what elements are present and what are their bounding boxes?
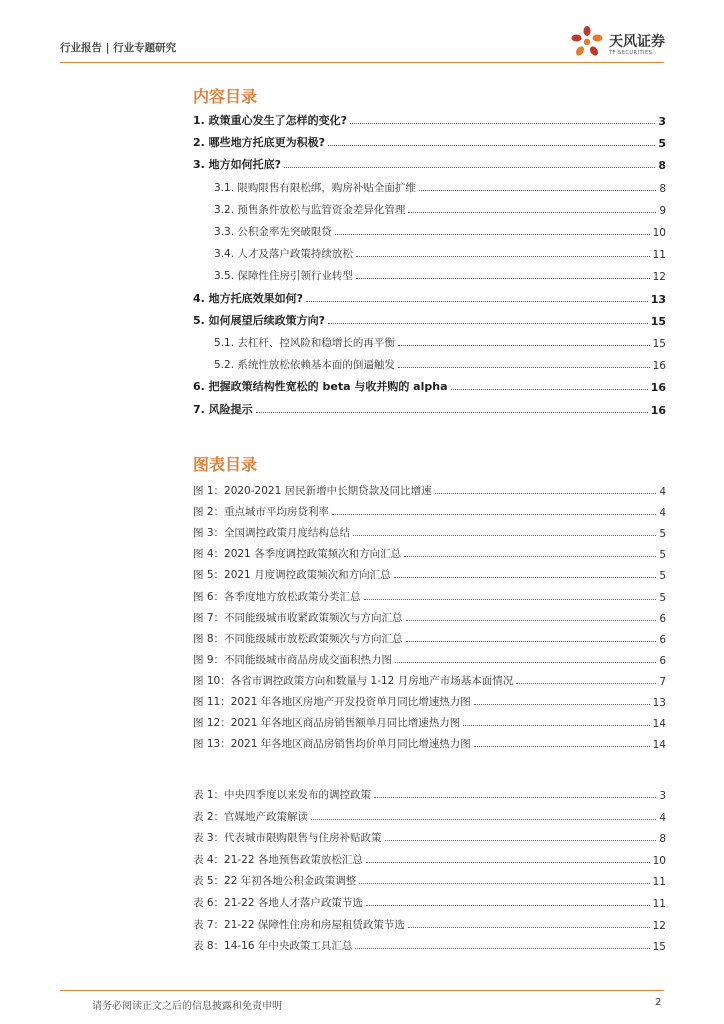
dot-leader [385,840,657,841]
figure-entry-label: 图 4：2021 各季度调控政策频次和方向汇总 [193,548,402,561]
figure-entry-page: 5 [659,591,666,604]
page-number: 2 [655,997,662,1008]
toc-entry[interactable] [214,177,666,195]
dot-leader [406,620,657,621]
toc-entry-label: 5.1. 去杠杆、控风险和稳增长的再平衡 [214,337,395,349]
table-entry-page: 15 [652,941,666,954]
table-entry[interactable] [193,849,666,867]
toc-entry[interactable] [193,376,666,394]
dot-leader [516,683,656,684]
toc-entry[interactable] [193,154,666,172]
figure-entry-page: 4 [659,486,666,498]
toc-entry-page: 12 [652,271,666,284]
dot-leader [306,301,648,302]
logo-subtext: TF SECURITIES [609,50,653,56]
table-entry-label: 表 1：中央四季度以来发布的调控政策 [193,789,372,801]
toc-entry[interactable] [214,243,666,261]
table-entry-label: 表 6：21-22 各地人才落户政策节选 [193,897,363,909]
figure-entry-page: 14 [652,739,666,752]
toc-entry-page: 15 [652,338,666,350]
figure-entry-page: 14 [652,718,666,731]
figure-entry-page: 4 [659,507,666,520]
toc-entry-label: 3.1. 限购限售有限松绑，购房补贴全面扩维 [214,181,416,194]
dot-leader [311,819,656,820]
toc-entry-page: 3 [658,115,666,128]
dot-leader [474,746,650,747]
table-entry[interactable] [193,892,666,910]
figure-entry[interactable] [193,733,666,751]
company-logo [569,24,689,60]
toc-entry-label: 6. 把握政策结构性宽松的 beta 与收并购的 alpha [193,380,448,394]
figure-entry-label: 图 6：各季度地方放松政策分类汇总 [193,590,361,603]
dot-leader [332,514,656,515]
figure-entry[interactable] [193,607,666,625]
dot-leader [395,662,656,663]
toc-entry-label: 3.5. 保障性住房引领行业转型 [214,270,353,283]
table-entry-label: 表 5：22 年初各地公积金政策调整 [193,875,357,888]
dot-leader [419,190,656,191]
toc-entry-label: 2. 哪些地方托底更为积极? [193,136,326,150]
dot-leader [463,725,649,726]
table-entry[interactable] [193,827,666,845]
figure-entry-label: 图 12：2021 年各地区商品房销售额单月同比增速热力图 [193,717,461,730]
dot-leader [435,493,657,494]
figure-entry-label: 图 11：2021 年各地区房地产开发投资单月同比增速热力图 [193,696,471,708]
table-entry-page: 8 [659,833,666,846]
toc-entry-label: 5.2. 系统性放松依赖基本面的倒逼触发 [214,359,395,372]
figure-entry-page: 5 [659,528,666,541]
toc-entry-page: 8 [658,159,666,173]
figure-entry-label: 图 5：2021 月度调控政策频次和方向汇总 [193,569,391,582]
table-entry[interactable] [193,806,666,824]
figure-entry-label: 图 3：全国调控政策月度结构总结 [193,527,351,540]
toc-entry[interactable] [193,288,666,306]
dot-leader [474,704,650,705]
dot-leader [408,927,650,928]
toc-entry-label: 1. 政策重心发生了怎样的变化? [193,114,348,127]
table-entry[interactable] [193,935,666,953]
figure-entry[interactable] [193,564,666,582]
dot-leader [366,862,650,863]
logo-text: 天风证券 [609,34,665,50]
dot-leader [374,797,656,798]
figure-entry-page: 7 [659,675,666,688]
figure-entry-label: 图 10：各省市调控政策方向和数量与 1-12 月房地产市场基本面情况 [193,674,514,687]
dot-leader [364,599,657,600]
toc-entry[interactable] [214,354,666,372]
toc-entry-page: 5 [658,137,666,151]
dot-leader [328,145,655,146]
table-entry-page: 3 [659,790,666,802]
toc-entry-page: 16 [652,360,666,373]
figure-entry-page: 5 [659,549,666,562]
toc-entry-label: 5. 如何展望后续政策方向? [193,313,326,327]
toc-entry-page: 16 [650,403,666,417]
dot-leader [366,905,650,906]
figure-entry-page: 6 [659,612,666,625]
toc-entry-page: 13 [650,292,666,306]
table-entry[interactable] [193,870,666,888]
toc-entry-label: 4. 地方托底效果如何? [193,291,304,305]
dot-leader [335,234,650,235]
figure-entry-label: 图 8：不同能级城市放松政策频次与方向汇总 [193,632,403,645]
figure-entry-page: 13 [652,697,666,709]
figure-entry-page: 6 [659,633,666,646]
toc-entry-page: 10 [652,227,666,239]
table-entry[interactable] [193,784,666,802]
figure-entry[interactable] [193,586,666,604]
table-entry-label: 表 3：代表城市限购限售与住房补贴政策 [193,832,382,845]
toc-entry-label: 3. 地方如何托底? [193,158,282,172]
figure-entry[interactable] [193,712,666,730]
figure-entry[interactable] [193,670,666,688]
toc-entry[interactable] [214,221,666,239]
dot-leader [328,323,648,324]
toc-entry-label: 3.3. 公积金率先突破限贷 [214,226,332,238]
footer-disclaimer: 请务必阅读正文之后的信息披露和免责申明 [92,1001,282,1012]
toc-entry[interactable] [214,265,666,283]
figure-entry-label: 图 13：2021 年各地区商品房销售均价单月同比增速热力图 [193,738,471,751]
footer-rule [60,990,664,991]
table-entry-page: 4 [659,811,666,824]
figures-title: 图表目录 [193,455,258,474]
toc-entry[interactable] [193,399,666,417]
figure-entry-page: 5 [659,570,666,583]
header-rule [60,62,664,63]
table-entry-page: 12 [652,919,666,932]
table-entry[interactable] [193,914,666,932]
toc-entry-page: 9 [659,204,666,217]
dot-leader [350,123,655,124]
toc-entry[interactable] [193,110,666,128]
figure-entry-page: 6 [659,654,666,667]
toc-entry-label: 3.4. 人才及落户政策持续放松 [214,248,353,261]
table-entry-page: 11 [652,876,666,889]
figure-entry[interactable] [193,501,666,519]
flower-logo-icon [569,24,605,60]
dot-leader [355,948,649,949]
dot-leader [451,389,648,390]
toc-entry[interactable] [193,132,666,150]
toc-entry-label: 3.2. 预售条件放松与监管资金差异化管理 [214,203,406,216]
figure-entry[interactable] [193,480,666,498]
toc-entry-page: 8 [659,182,666,195]
dot-leader [398,345,650,346]
figure-entry[interactable] [193,691,666,709]
dot-leader [256,412,648,413]
toc-entry-page: 15 [650,314,666,328]
dot-leader [356,278,650,279]
toc-title: 内容目录 [193,87,258,106]
toc-entry[interactable] [214,199,666,217]
table-entry-label: 表 2：官媒地产政策解读 [193,810,309,823]
toc-entry[interactable] [193,310,666,328]
toc-entry-page: 16 [650,381,666,395]
figure-entry[interactable] [193,522,666,540]
table-entry-label: 表 4：21-22 各地预售政策放松汇总 [193,853,363,866]
figure-entry[interactable] [193,628,666,646]
figure-entry-label: 图 9：不同能级城市商品房成交面积热力图 [193,653,393,666]
dot-leader [398,367,650,368]
dot-leader [408,212,656,213]
table-entry-page: 10 [652,854,666,867]
table-entry-label: 表 7：21-22 保障性住房和房屋租赁政策节选 [193,918,405,931]
dot-leader [359,883,649,884]
figure-entry[interactable] [193,649,666,667]
figure-entry-label: 图 2：重点城市平均房贷利率 [193,506,330,519]
table-entry-page: 11 [652,898,666,910]
report-category-breadcrumb: 行业报告 | 行业专题研究 [60,42,177,54]
toc-entry-page: 11 [652,249,666,262]
figure-entry-label: 图 7：不同能级城市收紧政策频次与方向汇总 [193,611,403,624]
figure-entry[interactable] [193,543,666,561]
toc-entry[interactable] [214,332,666,350]
dot-leader [356,256,650,257]
toc-entry-label: 7. 风险提示 [193,402,253,416]
table-entry-label: 表 8：14-16 年中央政策工具汇总 [193,940,353,953]
dot-leader [406,641,657,642]
dot-leader [394,577,657,578]
dot-leader [353,535,656,536]
figure-entry-label: 图 1：2020-2021 居民新增中长期贷款及同比增速 [193,485,432,497]
dot-leader [404,556,656,557]
dot-leader [284,167,655,168]
